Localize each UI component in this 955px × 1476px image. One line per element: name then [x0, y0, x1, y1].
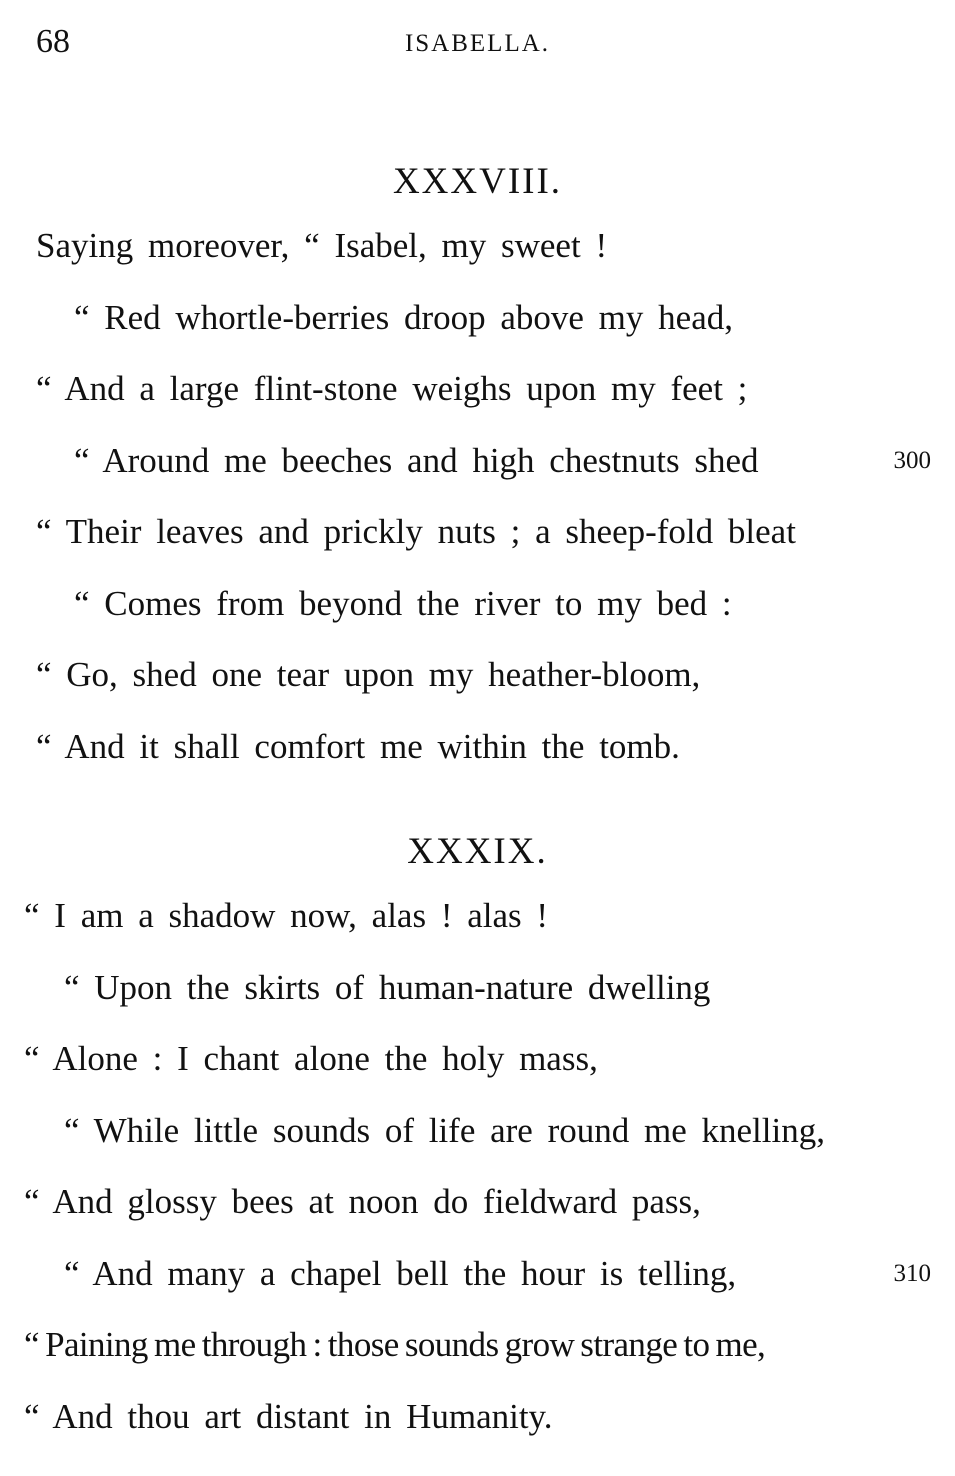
verse-line [0, 952, 955, 1024]
verse-line [0, 1095, 955, 1167]
verse-line [0, 1023, 955, 1095]
verse-line-text: “ Around me beeches and high chestnuts shed [74, 440, 759, 480]
verse-line [0, 210, 955, 282]
verse-line [0, 880, 955, 952]
verse-line-text: “ Red whortle-berries droop above my head, [74, 297, 733, 337]
verse-line-text: “ And glossy bees at noon do fieldward pass, [24, 1182, 701, 1221]
verse-lines [0, 880, 955, 1452]
verse-line [0, 425, 955, 497]
line-number: 300 [893, 446, 931, 474]
stanza-39 [0, 830, 955, 1452]
verse-line-text: “ I am a shadow now, alas ! alas ! [24, 896, 549, 935]
verse-line [0, 1309, 955, 1381]
verse-line-text: “ While little sounds of life are round me knelling, [64, 1110, 825, 1150]
verse-lines [0, 210, 955, 782]
verse-line [0, 282, 955, 354]
verse-line [0, 639, 955, 711]
stanza-number: XXXVIII. [392, 161, 563, 202]
verse-line-text: “ And a large flint-stone weighs upon my feet ; [36, 369, 748, 408]
verse-line [0, 1381, 955, 1453]
verse-line [0, 1166, 955, 1238]
verse-line-text: “ Go, shed one tear upon my heather-bloom, [36, 655, 701, 694]
verse-line [0, 1238, 955, 1310]
verse-line-text: “ Comes from beyond the river to my bed : [74, 583, 732, 623]
verse-line-text: “ Upon the skirts of human-nature dwelling [64, 967, 711, 1007]
stanza-number: XXXIX. [407, 831, 548, 872]
line-number: 310 [893, 1259, 931, 1287]
verse-line-text: “ Their leaves and prickly nuts ; a sheep-fold bleat [36, 512, 796, 551]
verse-line-text: “ And thou art distant in Humanity. [24, 1396, 553, 1436]
verse-line-text: Saying moreover, “ Isabel, my sweet ! [36, 226, 608, 265]
verse-line [0, 353, 955, 425]
verse-line [0, 568, 955, 640]
verse-line-text: “ Alone : I chant alone the holy mass, [24, 1039, 598, 1078]
verse-line [0, 496, 955, 568]
verse-line-text: “ And it shall comfort me within the tomb. [36, 726, 680, 766]
page-number: 68 [36, 23, 70, 60]
verse-line-text: “ And many a chapel bell the hour is telling, [64, 1253, 737, 1293]
stanza-38 [0, 160, 955, 782]
running-head: ISABELLA. [404, 30, 551, 57]
verse-line [0, 711, 955, 783]
verse-line-text: “ Paining me through : those sounds grow strange to me, [24, 1325, 766, 1364]
